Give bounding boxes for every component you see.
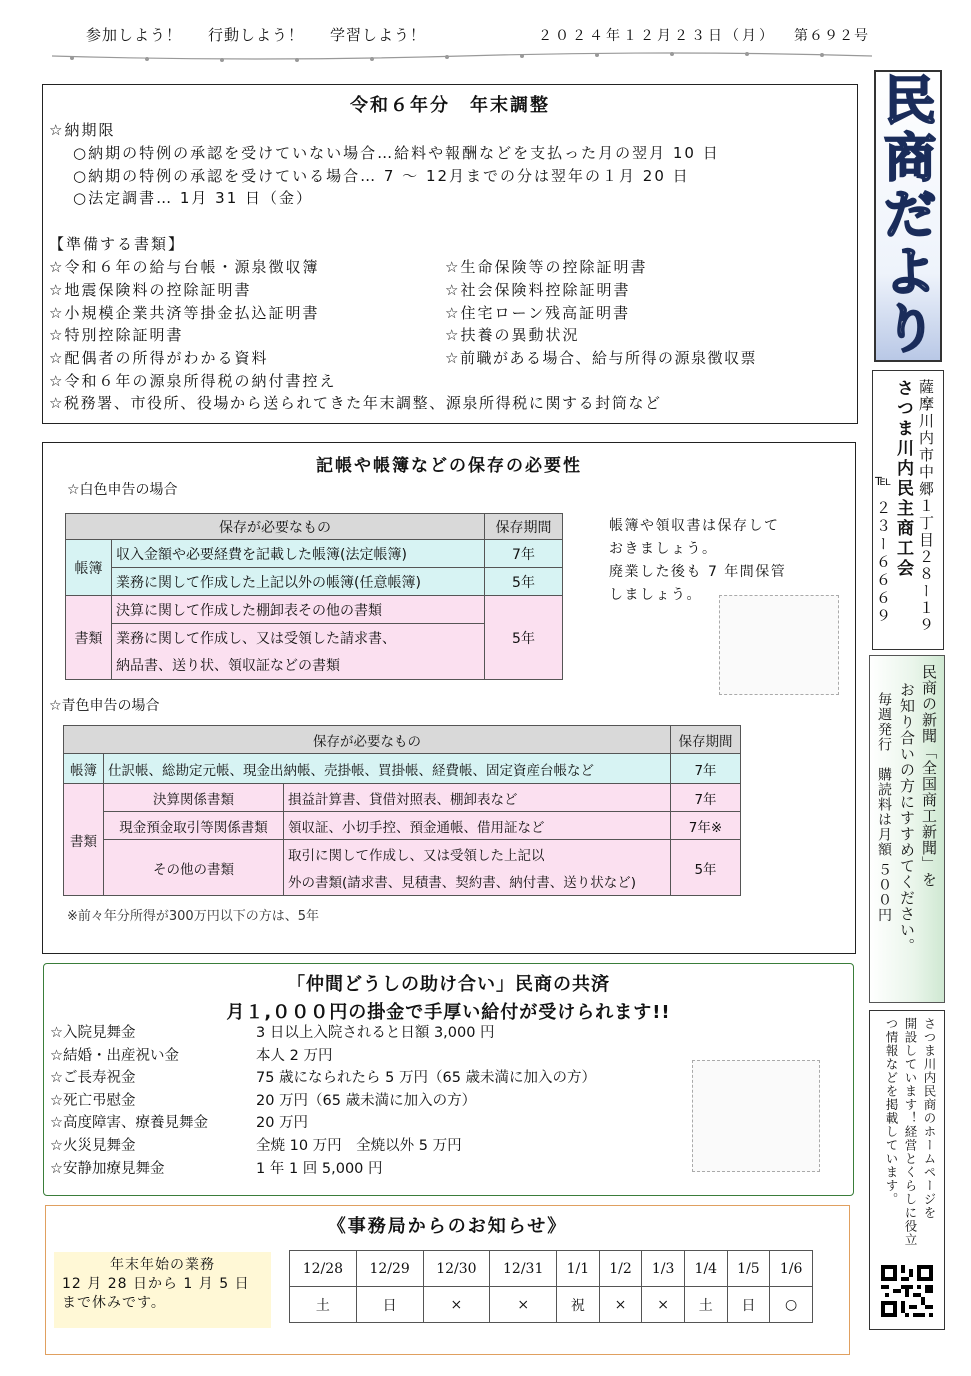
record-keeping-box (42, 442, 856, 954)
year-end-title: 令和６年分 年末調整 (350, 95, 550, 116)
table-cell: 7年 (671, 784, 741, 812)
deadline-heading: ☆納期限 (49, 121, 116, 139)
list-item (50, 1112, 596, 1135)
th-period: 保存期間 (671, 726, 741, 754)
footnote: ※前々年分所得が300万円以下の方は、5年 (67, 909, 319, 924)
calendar-date: 12/28 (290, 1251, 357, 1287)
benefit-name: ☆死亡弔慰金 (50, 1092, 136, 1109)
decorative-divider (52, 50, 872, 64)
year-end-box (42, 84, 858, 424)
blue-return-table (63, 725, 741, 896)
list-item (50, 1158, 596, 1181)
benefit-value: 75 歳になられたら 5 万円（65 歳未満に加入の方） (256, 1070, 597, 1087)
benefit-value: 3 日以上入院されると日額 3,000 円 (256, 1025, 495, 1041)
issue-number: 第６９２号 (794, 28, 869, 44)
qr-code-icon[interactable] (881, 1265, 933, 1317)
doc-item: ☆扶養の異動状況 (445, 326, 580, 344)
doc-item: ☆令和６年の源泉所得税の納付書控え (49, 372, 337, 390)
title-glyph: 商 (883, 129, 936, 189)
title-glyph: だ (883, 186, 936, 246)
calendar-mark: ○ (770, 1287, 813, 1323)
promo-line: 毎週発行 購読料は月額 ５００円 (876, 692, 892, 923)
holiday-calendar (289, 1250, 813, 1323)
group-documents: 書類 (66, 596, 112, 680)
calendar-mark: × (642, 1287, 685, 1323)
note-line: 帳簿や領収書は保存して (609, 518, 780, 534)
address: 薩摩川内市中郷１丁目２８ー１９ (917, 379, 935, 634)
benefit-name: ☆入院見舞金 (50, 1025, 136, 1041)
office-workers-illustration (719, 595, 839, 695)
benefit-value: 20 万円（65 歳未満に加入の方） (256, 1092, 477, 1109)
table-cell: 取引に関して作成し、又は受領した上記以 (284, 840, 671, 868)
doc-item: ☆令和６年の給与台帳・源泉徴収簿 (49, 258, 320, 276)
slogan-1: 参加しよう！ (86, 26, 183, 44)
promo-line: お知り合いの方にすすめてください。 (898, 682, 916, 954)
docs-heading: 【準備する書類】 (49, 235, 186, 253)
calendar-date: 1/5 (727, 1251, 770, 1287)
slogan-row (86, 24, 452, 45)
table-cell: 7年 (671, 754, 741, 784)
memo-line: 12 月 28 日から 1 月 5 日 (62, 1276, 250, 1292)
table-cell: 7年 (485, 540, 563, 568)
deadline-line: ○法定調書… 1月 31 日（金） (73, 189, 314, 207)
benefit-name: ☆火災見舞金 (50, 1137, 136, 1154)
benefit-name: ☆安静加療見舞金 (50, 1160, 165, 1177)
table-cell: 業務に関して作成し、又は受領した請求書、 (112, 624, 485, 652)
web-line: 開設しています！経営とくらしに役立 (903, 1017, 918, 1247)
table-cell: 5年 (485, 596, 563, 680)
mutual-aid-title: 「仲間どうしの助け合い」民商の共済 (287, 974, 610, 995)
memo-line: 年末年始の業務 (110, 1257, 215, 1273)
doc-item: ☆生命保険等の控除証明書 (445, 258, 648, 276)
calendar-mark: × (423, 1287, 490, 1323)
th-period: 保存期間 (485, 514, 563, 540)
calendar-date: 1/3 (642, 1251, 685, 1287)
benefit-name: ☆ご長寿祝金 (50, 1070, 136, 1087)
keeping-note (609, 515, 786, 607)
table-cell: 現金預金取引等関係書類 (104, 812, 284, 840)
slogan-2: 行動しよう！ (208, 26, 305, 44)
note-line: おきましょう。 (609, 541, 718, 557)
hospital-visit-illustration (692, 1060, 820, 1172)
slogan-3: 学習しよう！ (330, 26, 427, 44)
white-return-heading: ☆白色申告の場合 (67, 482, 178, 498)
mutual-aid-box (43, 963, 854, 1196)
newspaper-promo (869, 655, 945, 1003)
deadline-line: ○納期の特例の承認を受けていない場合…給料や報酬などを支払った月の翌月 10 日 (73, 144, 720, 162)
phone-number: ℡ ２３ー６６６９ (874, 471, 892, 626)
th-item: 保存が必要なもの (66, 514, 485, 540)
doc-item: ☆配偶者の所得がわかる資料 (49, 349, 269, 367)
doc-item: ☆住宅ローン残高証明書 (445, 304, 631, 322)
table-cell: 納品書、送り状、領収証などの書類 (112, 652, 485, 680)
deadline-line: ○納期の特例の承認を受けている場合… 7 〜 12月までの分は翌年の１月 20 日 (73, 167, 690, 185)
benefit-name: ☆高度障害、療養見舞金 (50, 1115, 208, 1132)
holiday-memo (54, 1252, 271, 1328)
blue-return-heading: ☆青色申告の場合 (49, 698, 160, 714)
title-glyph: よ (883, 243, 936, 303)
benefit-value: 20 万円 (256, 1115, 309, 1132)
calendar-date: 1/6 (770, 1251, 813, 1287)
calendar-mark: 土 (684, 1287, 727, 1323)
title-glyph: 民 (883, 72, 936, 132)
keeping-title: 記帳や帳簿などの保存の必要性 (316, 456, 582, 476)
doc-item: ☆特別控除証明書 (49, 326, 184, 344)
table-cell: 領収証、小切手控、預金通帳、借用証など (284, 812, 671, 840)
organization-name: さつま川内民主商工会 (893, 379, 913, 579)
office-notice-box (45, 1205, 850, 1355)
organization-address (872, 370, 944, 650)
web-line: つ情報などを掲載しています。 (884, 1017, 899, 1206)
list-item (50, 1045, 596, 1068)
masthead (56, 22, 876, 50)
list-item (50, 1067, 596, 1090)
calendar-mark: 土 (290, 1287, 357, 1323)
table-row (290, 1287, 813, 1323)
list-item (50, 1090, 596, 1113)
calendar-date: 1/4 (684, 1251, 727, 1287)
table-row (290, 1251, 813, 1287)
benefit-value: 本人 2 万円 (256, 1047, 333, 1064)
list-item (50, 1022, 596, 1045)
table-cell: その他の書類 (104, 840, 284, 896)
benefit-value: 1 年 1 回 5,000 円 (256, 1160, 383, 1177)
group-books: 帳簿 (66, 540, 112, 596)
title-glyph: り (883, 300, 936, 360)
note-line: しましょう。 (609, 587, 702, 603)
calendar-mark: 日 (727, 1287, 770, 1323)
promo-line: 民商の新聞「全国商工新聞」を (920, 664, 938, 888)
table-cell: 7年※ (671, 812, 741, 840)
table-cell: 決算に関して作成した棚卸表その他の書類 (112, 596, 485, 624)
table-cell: 5年 (485, 568, 563, 596)
doc-item: ☆税務署、市役所、役場から送られてきた年末調整、源泉所得税に関する封筒など (49, 394, 662, 412)
table-cell: 決算関係書類 (104, 784, 284, 812)
group-documents: 書類 (64, 784, 104, 896)
list-item (50, 1135, 596, 1158)
mutual-aid-subtitle: 月１,０００円の掛金で手厚い給付が受けられます!! (226, 1002, 671, 1023)
calendar-mark: × (490, 1287, 557, 1323)
table-cell: 外の書類(請求書、見積書、契約書、納付書、送り状など) (284, 868, 671, 896)
group-books: 帳簿 (64, 754, 104, 784)
benefit-list (50, 1022, 596, 1180)
title-glyphs (882, 74, 938, 359)
benefit-value: 全焼 10 万円 全焼以外 5 万円 (256, 1137, 462, 1154)
notice-title: 《事務局からのお知らせ》 (327, 1216, 568, 1237)
calendar-date: 12/30 (423, 1251, 490, 1287)
newsletter-title-logo (874, 70, 942, 362)
th-item: 保存が必要なもの (64, 726, 671, 754)
table-cell: 損益計算書、貸借対照表、棚卸表など (284, 784, 671, 812)
website-promo (869, 1010, 945, 1330)
note-line: 廃業した後も 7 年間保管 (609, 564, 787, 580)
calendar-date: 1/2 (599, 1251, 642, 1287)
table-cell: 仕訳帳、総勘定元帳、現金出納帳、売掛帳、買掛帳、経費帳、固定資産台帳など (104, 754, 671, 784)
doc-item: ☆小規模企業共済等掛金払込証明書 (49, 304, 320, 322)
white-return-table (65, 513, 563, 680)
table-cell: 5年 (671, 840, 741, 896)
calendar-mark: 祝 (557, 1287, 600, 1323)
table-cell: 収入金額や必要経費を記載した帳簿(法定帳簿) (112, 540, 485, 568)
calendar-mark: 日 (356, 1287, 423, 1323)
doc-item: ☆社会保険料控除証明書 (445, 281, 631, 299)
memo-line: まで休みです。 (62, 1295, 166, 1311)
doc-item: ☆地震保険料の控除証明書 (49, 281, 252, 299)
calendar-date: 12/31 (490, 1251, 557, 1287)
table-cell: 業務に関して作成した上記以外の帳簿(任意帳簿) (112, 568, 485, 596)
calendar-mark: × (599, 1287, 642, 1323)
calendar-date: 1/1 (557, 1251, 600, 1287)
benefit-name: ☆結婚・出産祝い金 (50, 1047, 179, 1064)
web-line: さつま川内民商のホームページを (922, 1017, 937, 1220)
calendar-date: 12/29 (356, 1251, 423, 1287)
issue-date: ２０２４年１２月２３日（月） (538, 28, 776, 44)
doc-item: ☆前職がある場合、給与所得の源泉徴収票 (445, 349, 757, 367)
